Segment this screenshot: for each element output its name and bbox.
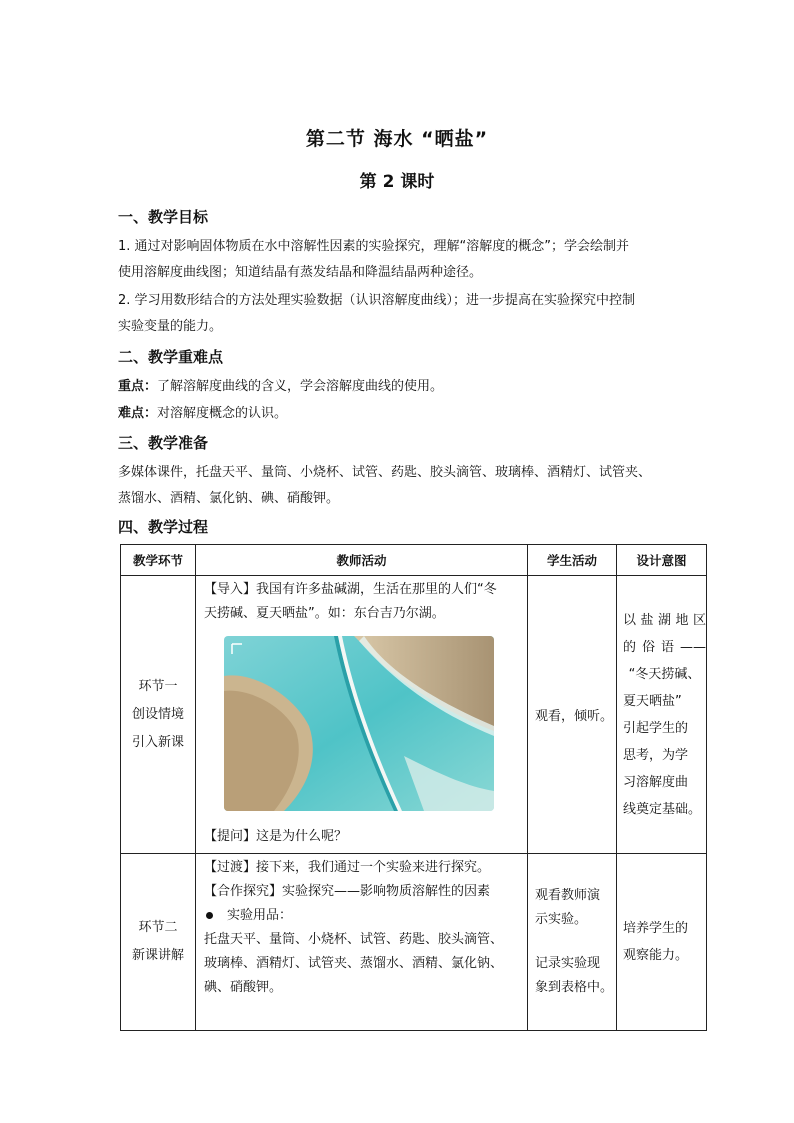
student-2-line-2: 示实验。 xyxy=(535,912,588,927)
stage-1-line-2: 创设情境 xyxy=(131,706,184,722)
teacher-2-line-1: 【过渡】接下来，我们通过一个实验来进行探究。 xyxy=(204,860,491,875)
intent-1-line-4: 夏天晒盐” xyxy=(623,693,682,709)
intent-1-line-6: 思考，为学 xyxy=(623,747,689,763)
prep-line-2: 蒸馏水、酒精、氯化钠、碘、硝酸钾。 xyxy=(118,491,340,506)
prep-line-1: 多媒体课件，托盘天平、量筒、小烧杯、试管、药匙、胶头滴管、玻璃棒、酒精灯、试管夹、 xyxy=(118,465,652,480)
teacher-1-line-1: 【导入】我国有许多盐碱湖，生活在那里的人们“冬 xyxy=(204,582,497,597)
goal-item-1-line-1: 1. 通过对影响固体物质在水中溶解性因素的实验探究，理解“溶解度的概念”；学会绘制并 xyxy=(118,239,630,254)
heading-process: 四、教学过程 xyxy=(118,518,209,536)
student-2-line-4: 象到表格中。 xyxy=(535,980,614,995)
intent-1-line-2: 的俗语—— xyxy=(623,639,706,655)
stage-2-line-2: 新课讲解 xyxy=(131,948,184,963)
teacher-cell-2 xyxy=(196,854,528,1031)
teacher-2-line-2: 【合作探究】实验探究——影响物质溶解性的因素 xyxy=(204,884,491,899)
goal-item-2-line-1: 2. 学习用数形结合的方法处理实验数据（认识溶解度曲线）；进一步提高在实验探究中控制 xyxy=(118,293,636,308)
teacher-1-line-2: 天捞碱、夏天晒盐”。如：东台吉乃尔湖。 xyxy=(204,606,445,621)
student-2-line-1: 观看教师演 xyxy=(535,888,601,903)
student-cell-2 xyxy=(528,854,617,1031)
stage-2-line-1: 环节二 xyxy=(138,920,178,935)
header-stage: 教学环节 xyxy=(121,545,196,576)
intent-2-line-1: 培养学生的 xyxy=(623,921,689,936)
teacher-2-line-4: 托盘天平、量筒、小烧杯、试管、药匙、胶头滴管、 xyxy=(204,932,504,947)
intent-1-line-1: 以盐湖地区 xyxy=(623,612,706,628)
intent-1-line-7: 习溶解度曲 xyxy=(623,774,689,790)
goal-item-2 xyxy=(118,288,688,340)
intent-2-line-2: 观察能力。 xyxy=(623,948,689,963)
intent-1-line-8: 线奠定基础。 xyxy=(623,801,702,817)
teacher-2-line-3: 实验用品： xyxy=(227,908,293,923)
header-student: 学生活动 xyxy=(528,545,617,576)
difficult-point xyxy=(118,401,688,427)
heading-goals: 一、教学目标 xyxy=(118,208,209,226)
heading-keypoints: 二、教学重难点 xyxy=(118,348,224,366)
stage-1-line-1: 环节一 xyxy=(138,678,178,694)
key-point xyxy=(118,374,688,400)
key-point-label: 重点： xyxy=(118,379,158,394)
header-intent: 设计意图 xyxy=(617,545,707,576)
teacher-2-line-5: 玻璃棒、酒精灯、试管夹、蒸馏水、酒精、氯化钠、 xyxy=(204,956,504,971)
student-cell-1 xyxy=(528,576,617,854)
page-subtitle: 第 2 课时 xyxy=(359,172,435,192)
intent-1-line-5: 引起学生的 xyxy=(623,720,689,736)
difficult-point-text: 对溶解度概念的认识。 xyxy=(157,406,288,421)
student-2-line-3: 记录实验现 xyxy=(535,956,601,971)
intent-cell-2 xyxy=(617,854,707,1031)
table-row xyxy=(121,576,707,854)
goal-item-2-line-2: 实验变量的能力。 xyxy=(118,319,223,334)
intent-cell-1 xyxy=(617,576,707,854)
header-teacher: 教师活动 xyxy=(196,545,528,576)
intent-1-line-3: “冬天捞碱、 xyxy=(628,666,701,682)
stage-cell-2 xyxy=(121,854,196,1031)
stage-1-line-3: 引入新课 xyxy=(131,734,184,750)
goal-item-1-line-2: 使用溶解度曲线图；知道结晶有蒸发结晶和降温结晶两种途径。 xyxy=(118,265,483,280)
teacher-2-line-6: 碘、硝酸钾。 xyxy=(204,980,283,995)
salt-lake-photo-image xyxy=(224,636,494,811)
salt-lake-photo xyxy=(224,636,494,811)
difficult-point-label: 难点： xyxy=(118,406,158,421)
table-row xyxy=(121,854,707,1031)
table-header-row xyxy=(121,545,707,576)
page-title: 第二节 海水 “晒盐” xyxy=(305,128,489,150)
teacher-cell-1 xyxy=(196,576,528,854)
process-table xyxy=(120,544,707,1031)
student-1-text: 观看，倾听。 xyxy=(535,709,614,724)
teacher-1-question: 【提问】这是为什么呢？ xyxy=(204,829,348,844)
prep-text xyxy=(118,460,688,512)
teacher-2-bullet xyxy=(204,904,519,928)
stage-cell-1 xyxy=(121,576,196,854)
goal-item-1 xyxy=(118,234,688,286)
key-point-text: 了解溶解度曲线的含义，学会溶解度曲线的使用。 xyxy=(157,379,444,394)
bullet-icon xyxy=(206,912,213,919)
heading-prep: 三、教学准备 xyxy=(118,434,209,452)
